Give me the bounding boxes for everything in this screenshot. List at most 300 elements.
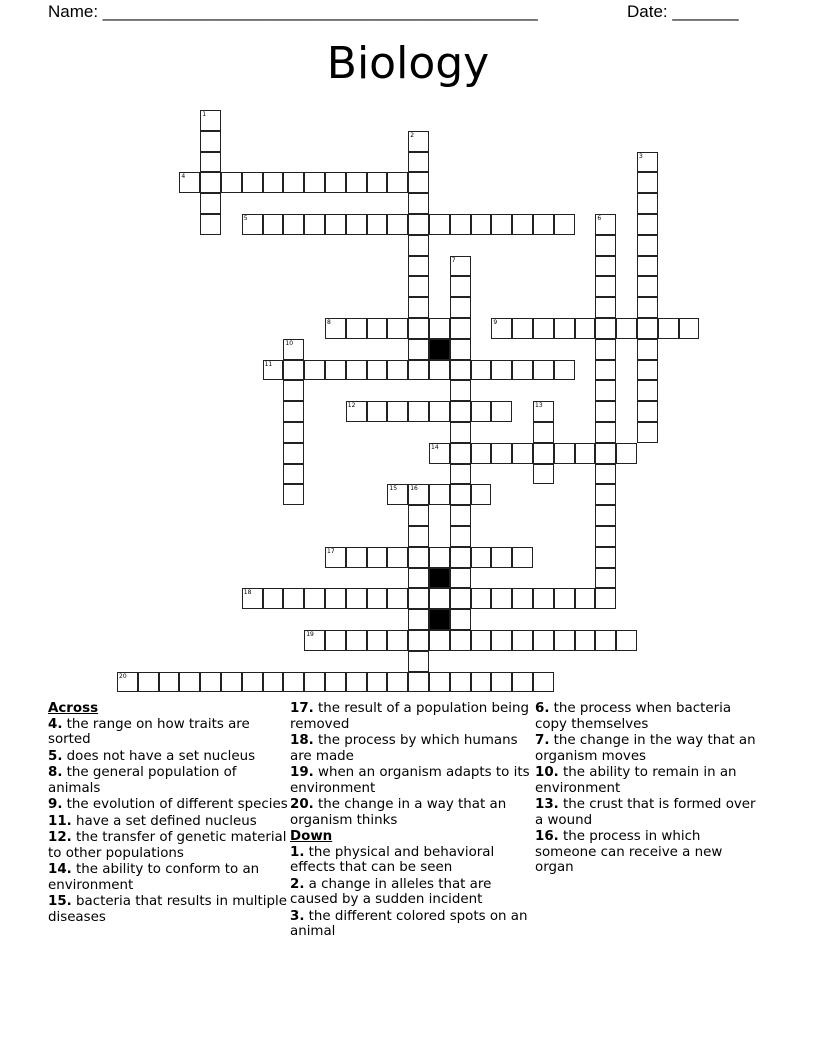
- clue-number: 12.: [48, 830, 72, 845]
- clue-text: the result of a population being removed: [290, 701, 529, 732]
- clue-text: the different colored spots on an animal: [290, 908, 528, 939]
- grid-cell[interactable]: [263, 172, 284, 193]
- grid-cell[interactable]: [450, 672, 471, 693]
- grid-cell[interactable]: [450, 464, 471, 485]
- grid-cell[interactable]: [408, 131, 429, 152]
- grid-cell[interactable]: [408, 547, 429, 568]
- name-blank[interactable]: ______________________________________________: [102, 2, 538, 21]
- name-field[interactable]: [48, 2, 538, 22]
- grid-cell[interactable]: [637, 318, 658, 339]
- clue-number: 5.: [48, 748, 63, 764]
- clue-across-item: [290, 797, 530, 828]
- grid-cell[interactable]: [408, 193, 429, 214]
- grid-cell[interactable]: [304, 672, 325, 693]
- grid-cell[interactable]: [637, 193, 658, 214]
- grid-cell[interactable]: [346, 318, 367, 339]
- clue-down-item: [535, 765, 765, 796]
- grid-cell[interactable]: [283, 360, 304, 381]
- clue-number: 2.: [290, 876, 305, 892]
- clue-number: 8.: [48, 765, 63, 780]
- clue-down-item: [535, 701, 765, 732]
- grid-cell[interactable]: [658, 318, 679, 339]
- clue-text: the physical and behavioral effects that can be seen: [290, 844, 495, 875]
- grid-cell[interactable]: [408, 505, 429, 526]
- grid-cell[interactable]: [346, 672, 367, 693]
- grid-cell[interactable]: [200, 214, 221, 235]
- cell-number: 5: [243, 215, 248, 222]
- clue-across-item: [290, 733, 530, 764]
- grid-cell[interactable]: [408, 568, 429, 589]
- grid-cell[interactable]: [242, 588, 263, 609]
- cell-number: 13: [535, 402, 543, 410]
- cell-number: 7: [451, 256, 456, 264]
- clue-down-item: [535, 797, 765, 828]
- grid-cell[interactable]: [450, 214, 471, 235]
- grid-cell[interactable]: [367, 172, 388, 193]
- grid-cell[interactable]: [616, 318, 637, 339]
- grid-cell[interactable]: [408, 214, 429, 235]
- clue-text: the process in which someone can receive a new organ: [535, 829, 723, 875]
- grid-cell[interactable]: [200, 672, 221, 693]
- grid-cell[interactable]: [595, 276, 616, 297]
- grid-cell[interactable]: [283, 672, 304, 693]
- grid-cell[interactable]: [304, 630, 325, 651]
- grid-cell[interactable]: [325, 318, 346, 339]
- grid-cell[interactable]: [367, 630, 388, 651]
- clue-across-item: [290, 765, 530, 796]
- grid-cell[interactable]: [595, 630, 616, 651]
- grid-cell[interactable]: [554, 588, 575, 609]
- grid-cell[interactable]: [595, 401, 616, 422]
- clue-across-item: [48, 749, 288, 765]
- grid-cell[interactable]: [575, 630, 596, 651]
- grid-cell[interactable]: [263, 588, 284, 609]
- grid-cell[interactable]: [283, 484, 304, 505]
- clue-text: does not have a set nucleus: [66, 748, 256, 764]
- clue-text: bacteria that results in multiple diseases: [48, 894, 287, 925]
- grid-cell[interactable]: [387, 360, 408, 381]
- grid-cell[interactable]: [595, 339, 616, 360]
- grid-cell[interactable]: [408, 235, 429, 256]
- grid-cell[interactable]: [367, 318, 388, 339]
- grid-cell[interactable]: [637, 401, 658, 422]
- grid-cell[interactable]: [429, 588, 450, 609]
- grid-cell[interactable]: [595, 422, 616, 443]
- date-field[interactable]: [627, 2, 739, 22]
- grid-cell[interactable]: [450, 609, 471, 630]
- clue-number: 18.: [290, 733, 314, 748]
- down-clues-column-2: [535, 701, 765, 877]
- clue-number: 1.: [290, 844, 305, 860]
- grid-cell[interactable]: [595, 526, 616, 547]
- grid-cell[interactable]: [408, 276, 429, 297]
- grid-cell[interactable]: [242, 672, 263, 693]
- grid-cell[interactable]: [595, 464, 616, 485]
- grid-cell[interactable]: [533, 443, 554, 464]
- grid-cell[interactable]: [595, 588, 616, 609]
- grid-cell[interactable]: [408, 297, 429, 318]
- grid-cell[interactable]: [429, 547, 450, 568]
- clue-text: the ability to conform to an environment: [48, 862, 260, 893]
- grid-cell[interactable]: [533, 630, 554, 651]
- grid-cell[interactable]: [450, 630, 471, 651]
- grid-cell[interactable]: [304, 588, 325, 609]
- grid-cell[interactable]: [450, 339, 471, 360]
- grid-cell[interactable]: [387, 484, 408, 505]
- grid-cell[interactable]: [346, 588, 367, 609]
- grid-cell[interactable]: [221, 672, 242, 693]
- grid-cell[interactable]: [325, 672, 346, 693]
- clues-column-2: [290, 701, 530, 941]
- black-cell: [429, 568, 450, 589]
- grid-cell[interactable]: [533, 672, 554, 693]
- grid-cell[interactable]: [471, 588, 492, 609]
- clue-number: 4.: [48, 716, 63, 732]
- grid-cell[interactable]: [283, 464, 304, 485]
- grid-cell[interactable]: [554, 630, 575, 651]
- grid-cell[interactable]: [512, 630, 533, 651]
- grid-cell[interactable]: [200, 172, 221, 193]
- grid-cell[interactable]: [387, 672, 408, 693]
- grid-cell[interactable]: [408, 360, 429, 381]
- grid-cell[interactable]: [408, 630, 429, 651]
- grid-cell[interactable]: [450, 318, 471, 339]
- grid-cell[interactable]: [450, 568, 471, 589]
- cell-number: 20: [119, 672, 127, 680]
- grid-cell[interactable]: [616, 630, 637, 651]
- grid-cell[interactable]: [512, 214, 533, 235]
- grid-cell[interactable]: [242, 214, 263, 235]
- grid-cell[interactable]: [387, 630, 408, 651]
- clue-down-item: [290, 909, 530, 940]
- grid-cell[interactable]: [283, 443, 304, 464]
- clue-number: 9.: [48, 797, 63, 812]
- grid-cell[interactable]: [429, 360, 450, 381]
- across-clues-column-1: [48, 701, 288, 926]
- grid-cell[interactable]: [637, 172, 658, 193]
- grid-cell[interactable]: [450, 256, 471, 277]
- clue-number: 11.: [48, 813, 72, 829]
- cell-number: 14: [431, 443, 439, 451]
- grid-cell[interactable]: [595, 484, 616, 505]
- black-cell: [429, 339, 450, 360]
- clue-text: the process when bacteria copy themselves: [535, 701, 732, 732]
- cell-number: 16: [410, 485, 418, 493]
- grid-cell[interactable]: [325, 214, 346, 235]
- date-blank[interactable]: _______: [672, 2, 739, 21]
- clue-text: when an organism adapts to its environment: [290, 765, 530, 796]
- grid-cell[interactable]: [491, 318, 512, 339]
- grid-cell[interactable]: [471, 214, 492, 235]
- grid-cell[interactable]: [533, 360, 554, 381]
- grid-cell[interactable]: [533, 318, 554, 339]
- grid-cell[interactable]: [429, 443, 450, 464]
- grid-cell[interactable]: [283, 401, 304, 422]
- grid-cell[interactable]: [575, 588, 596, 609]
- grid-cell[interactable]: [450, 505, 471, 526]
- grid-cell[interactable]: [491, 547, 512, 568]
- grid-cell[interactable]: [450, 380, 471, 401]
- clue-number: 20.: [290, 797, 314, 812]
- grid-cell[interactable]: [283, 422, 304, 443]
- grid-cell[interactable]: [637, 339, 658, 360]
- clue-text: the process by which humans are made: [290, 733, 518, 764]
- cell-number: 2: [410, 131, 415, 139]
- grid-cell[interactable]: [325, 360, 346, 381]
- grid-cell[interactable]: [491, 588, 512, 609]
- grid-cell[interactable]: [387, 401, 408, 422]
- clue-text: the ability to remain in an environment: [535, 765, 737, 796]
- grid-cell[interactable]: [283, 380, 304, 401]
- grid-cell[interactable]: [117, 672, 138, 693]
- grid-cell[interactable]: [325, 588, 346, 609]
- grid-cell[interactable]: [637, 360, 658, 381]
- grid-cell[interactable]: [595, 547, 616, 568]
- grid-cell[interactable]: [491, 401, 512, 422]
- grid-cell[interactable]: [387, 214, 408, 235]
- grid-cell[interactable]: [471, 484, 492, 505]
- grid-cell[interactable]: [429, 214, 450, 235]
- clue-text: a change in alleles that are caused by a sudden incident: [290, 876, 492, 907]
- grid-cell[interactable]: [429, 401, 450, 422]
- grid-cell[interactable]: [408, 609, 429, 630]
- grid-cell[interactable]: [450, 360, 471, 381]
- grid-cell[interactable]: [637, 152, 658, 173]
- grid-cell[interactable]: [346, 401, 367, 422]
- grid-cell[interactable]: [491, 630, 512, 651]
- clue-text: the crust that is formed over a wound: [535, 797, 756, 828]
- clue-across-item: [48, 862, 288, 893]
- grid-cell[interactable]: [346, 360, 367, 381]
- clue-number: 13.: [535, 797, 559, 812]
- grid-cell[interactable]: [304, 214, 325, 235]
- grid-cell[interactable]: [387, 318, 408, 339]
- grid-cell[interactable]: [159, 672, 180, 693]
- clue-text: the change in the way that an organism moves: [535, 733, 756, 764]
- grid-cell[interactable]: [512, 547, 533, 568]
- clue-across-item: [48, 830, 288, 861]
- grid-cell[interactable]: [637, 235, 658, 256]
- cell-number: 6: [597, 215, 602, 222]
- grid-cell[interactable]: [450, 276, 471, 297]
- grid-cell[interactable]: [325, 547, 346, 568]
- clue-number: 14.: [48, 862, 72, 877]
- grid-cell[interactable]: [263, 214, 284, 235]
- clue-text: the transfer of genetic material to other populations: [48, 830, 287, 861]
- clue-down-item: [290, 845, 530, 876]
- grid-cell[interactable]: [283, 339, 304, 360]
- grid-cell[interactable]: [471, 672, 492, 693]
- grid-cell[interactable]: [408, 172, 429, 193]
- grid-cell[interactable]: [512, 588, 533, 609]
- cell-number: 12: [347, 402, 356, 410]
- grid-cell[interactable]: [346, 214, 367, 235]
- grid-cell[interactable]: [200, 193, 221, 214]
- grid-cell[interactable]: [595, 380, 616, 401]
- grid-cell[interactable]: [283, 588, 304, 609]
- grid-cell[interactable]: [616, 443, 637, 464]
- grid-cell[interactable]: [637, 297, 658, 318]
- grid-cell[interactable]: [512, 672, 533, 693]
- grid-cell[interactable]: [450, 401, 471, 422]
- grid-cell[interactable]: [408, 526, 429, 547]
- grid-cell[interactable]: [450, 443, 471, 464]
- grid-cell[interactable]: [429, 630, 450, 651]
- grid-cell[interactable]: [575, 443, 596, 464]
- clue-across-item: [48, 814, 288, 830]
- grid-cell[interactable]: [471, 401, 492, 422]
- clue-text: have a set defined nucleus: [76, 813, 257, 829]
- grid-cell[interactable]: [471, 630, 492, 651]
- grid-cell[interactable]: [408, 256, 429, 277]
- grid-cell[interactable]: [367, 672, 388, 693]
- grid-cell[interactable]: [554, 214, 575, 235]
- grid-cell[interactable]: [179, 172, 200, 193]
- cell-number: 17: [327, 547, 335, 555]
- grid-cell[interactable]: [595, 214, 616, 235]
- grid-cell[interactable]: [179, 672, 200, 693]
- grid-cell[interactable]: [304, 172, 325, 193]
- clue-down-item: [535, 733, 765, 764]
- name-label: Name:: [48, 2, 103, 21]
- grid-cell[interactable]: [491, 672, 512, 693]
- grid-cell[interactable]: [575, 318, 596, 339]
- grid-cell[interactable]: [283, 214, 304, 235]
- grid-cell[interactable]: [408, 651, 429, 672]
- grid-cell[interactable]: [554, 360, 575, 381]
- grid-cell[interactable]: [138, 672, 159, 693]
- clue-number: 7.: [535, 733, 550, 748]
- grid-cell[interactable]: [429, 318, 450, 339]
- grid-cell[interactable]: [595, 360, 616, 381]
- grid-cell[interactable]: [554, 443, 575, 464]
- cell-number: 19: [306, 631, 314, 638]
- grid-cell[interactable]: [367, 360, 388, 381]
- page-title: Biology: [326, 38, 490, 89]
- grid-cell[interactable]: [679, 318, 700, 339]
- grid-cell[interactable]: [595, 505, 616, 526]
- grid-cell[interactable]: [346, 630, 367, 651]
- cell-number: 1: [202, 111, 207, 118]
- grid-cell[interactable]: [533, 214, 554, 235]
- grid-cell[interactable]: [263, 360, 284, 381]
- clue-down-item: [290, 877, 530, 908]
- grid-cell[interactable]: [491, 214, 512, 235]
- grid-cell[interactable]: [450, 526, 471, 547]
- grid-cell[interactable]: [637, 214, 658, 235]
- grid-cell[interactable]: [471, 360, 492, 381]
- grid-cell[interactable]: [595, 568, 616, 589]
- grid-cell[interactable]: [325, 630, 346, 651]
- grid-cell[interactable]: [471, 443, 492, 464]
- cell-number: 11: [264, 360, 273, 368]
- grid-cell[interactable]: [200, 110, 221, 131]
- grid-cell[interactable]: [242, 172, 263, 193]
- clue-across-item: [290, 701, 530, 732]
- clue-number: 16.: [535, 829, 559, 844]
- grid-cell[interactable]: [200, 152, 221, 173]
- grid-cell[interactable]: [450, 422, 471, 443]
- grid-cell[interactable]: [429, 672, 450, 693]
- grid-cell[interactable]: [200, 131, 221, 152]
- grid-cell[interactable]: [637, 380, 658, 401]
- grid-cell[interactable]: [450, 297, 471, 318]
- grid-cell[interactable]: [408, 318, 429, 339]
- grid-cell[interactable]: [304, 360, 325, 381]
- cell-number: 4: [181, 173, 186, 181]
- across-heading: Across: [48, 701, 99, 716]
- grid-cell[interactable]: [408, 152, 429, 173]
- grid-cell[interactable]: [533, 401, 554, 422]
- grid-cell[interactable]: [450, 547, 471, 568]
- grid-cell[interactable]: [491, 360, 512, 381]
- grid-cell[interactable]: [367, 547, 388, 568]
- grid-cell[interactable]: [221, 172, 242, 193]
- grid-cell[interactable]: [367, 401, 388, 422]
- clue-text: the general population of animals: [48, 765, 237, 796]
- grid-cell[interactable]: [283, 172, 304, 193]
- grid-cell[interactable]: [471, 547, 492, 568]
- grid-cell[interactable]: [595, 297, 616, 318]
- clue-across-item: [48, 894, 288, 925]
- grid-cell[interactable]: [554, 318, 575, 339]
- grid-cell[interactable]: [491, 443, 512, 464]
- grid-cell[interactable]: [512, 443, 533, 464]
- clue-across-item: [48, 797, 288, 813]
- grid-cell[interactable]: [512, 318, 533, 339]
- grid-cell[interactable]: [595, 318, 616, 339]
- grid-cell[interactable]: [595, 235, 616, 256]
- grid-cell[interactable]: [367, 588, 388, 609]
- cell-number: 9: [493, 319, 498, 326]
- grid-cell[interactable]: [408, 588, 429, 609]
- clue-number: 3.: [290, 908, 305, 924]
- grid-cell[interactable]: [595, 256, 616, 277]
- clue-across-item: [48, 765, 288, 796]
- grid-cell[interactable]: [387, 172, 408, 193]
- clue-text: the range on how traits are sorted: [48, 716, 250, 747]
- clue-number: 19.: [290, 765, 314, 780]
- down-heading: Down: [290, 829, 333, 844]
- grid-cell[interactable]: [346, 172, 367, 193]
- grid-cell[interactable]: [387, 547, 408, 568]
- clue-down-item: [535, 829, 765, 876]
- grid-cell[interactable]: [533, 464, 554, 485]
- clue-number: 17.: [290, 701, 314, 716]
- grid-cell[interactable]: [387, 588, 408, 609]
- grid-cell[interactable]: [533, 422, 554, 443]
- grid-cell[interactable]: [408, 484, 429, 505]
- grid-cell[interactable]: [450, 588, 471, 609]
- grid-cell[interactable]: [408, 401, 429, 422]
- grid-cell[interactable]: [512, 360, 533, 381]
- grid-cell[interactable]: [408, 672, 429, 693]
- grid-cell[interactable]: [263, 672, 284, 693]
- grid-cell[interactable]: [595, 443, 616, 464]
- cell-number: 3: [639, 152, 643, 160]
- grid-cell[interactable]: [450, 484, 471, 505]
- grid-cell[interactable]: [408, 339, 429, 360]
- grid-cell[interactable]: [637, 256, 658, 277]
- grid-cell[interactable]: [346, 547, 367, 568]
- grid-cell[interactable]: [533, 588, 554, 609]
- grid-cell[interactable]: [429, 484, 450, 505]
- grid-cell[interactable]: [637, 422, 658, 443]
- grid-cell[interactable]: [367, 214, 388, 235]
- clue-text: the evolution of different species: [66, 797, 288, 812]
- grid-cell[interactable]: [637, 276, 658, 297]
- grid-cell[interactable]: [325, 172, 346, 193]
